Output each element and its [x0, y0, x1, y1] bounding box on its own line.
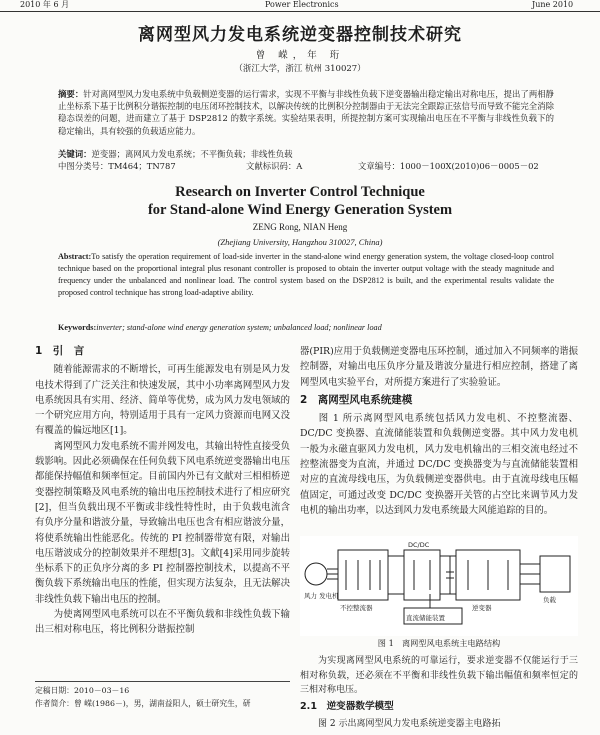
classification-row [58, 160, 554, 172]
right-column-bottom [300, 654, 578, 731]
dcdc-box [404, 550, 440, 600]
cn-affiliation: （浙江大学，浙江 杭州 310027） [234, 64, 366, 74]
en-authors: ZENG Rong, NIAN Heng [252, 222, 348, 232]
figure-1 [300, 536, 578, 636]
document-code: 文献标识码：A [246, 161, 303, 171]
cn-abstract-text: 针对离网型风力发电系统中负载侧逆变器的运行需求，实现不平衡与非线性负载下逆变器输出稳定输出对称电压，提出了两相静止坐标系下基于比例积分谐振控制的电压闭环控制技术，以解决传统的比例积分控制器由于无法完全跟踪正弦信号而导致不能完全消除稳态误差的问题，进而建立了基于 DSP2812 的数字系统。实验结果表明，所提控制方案可实现输出电压在不平衡与非线性负载下的稳定输出，具有较强的负载适应能力。 [58, 89, 555, 136]
cn-abstract [58, 88, 554, 137]
en-keywords-label: Keywords: [58, 323, 97, 332]
footnote-received: 定稿日期：2010－03－16 [35, 686, 130, 695]
section-2-heading: 2 离网型风电系统建模 [300, 393, 413, 406]
cn-keywords-text: 逆变器；离网风力发电系统；不平衡负载；非线性负载 [91, 149, 293, 159]
header-date: 2010 年 6 月 [20, 0, 70, 9]
en-affiliation: (Zhejiang University, Hangzhou 310027, China) [217, 237, 383, 247]
footnote-rule [35, 681, 290, 682]
right-paragraph-6: 图 2 示出离网型风力发电系统逆变器主电路拓 [318, 718, 501, 729]
header-journal: Power Electronics [265, 0, 339, 9]
figure-1-circuit [300, 536, 578, 636]
footnote-author-info: 作者简介：曾 嵘(1986－)，男，湖南益阳人，硕士研究生，研 [35, 699, 251, 708]
cn-abstract-label: 摘要： [58, 89, 84, 99]
left-column [35, 344, 290, 638]
cn-keywords [58, 148, 554, 160]
article-id: 文章编号：1000－100X(2010)06－0005－02 [358, 161, 539, 171]
label-load: 负载 [543, 596, 556, 604]
figure-1-caption: 图 1 离网型风电系统主电路结构 [377, 638, 501, 648]
label-storage: 直流储能装置 [406, 614, 445, 622]
en-title-line2: for Stand-alone Wind Energy Generation System [147, 202, 453, 218]
generator-symbol [305, 563, 327, 585]
running-header [0, 0, 600, 12]
cn-title: 离网型风力发电系统逆变器控制技术研究 [138, 25, 462, 45]
section-1-heading: 1 引 言 [35, 345, 85, 357]
label-dcdc: DC/DC [408, 541, 430, 549]
en-abstract [58, 251, 554, 299]
label-inverter: 逆变器 [472, 604, 492, 612]
left-paragraph-3: 为使离网型风电系统可以在不平衡负载和非线性负载下输出三相对称电压，将比例积分谐振控制 [35, 609, 290, 636]
left-paragraph-1: 随着能源需求的不断增长，可再生能源发电有别是风力发电技术得到了广泛关注和快速发展，其中小功率离网型风力发电系统因具有实用、经济、简单等优势，成为风力发电领域的一个研究应用方向，特别适用于具有一定风力资源而电网又没有覆盖的偏远地区[1]。 [35, 364, 290, 437]
en-keywords [58, 323, 554, 332]
label-generator: 风力 发电机 [304, 592, 339, 600]
header-date-en: June 2010 [532, 0, 574, 9]
en-abstract-text: To satisfy the operation requirement of load-side inverter in the stand-alone wind energy generation system, the voltage closed-loop control technique based on the proportional integral plus resonant controller is proposed to obtain the inverter output voltage with the steady magnitude and frequency under the unbalanced and nonlinear load. The control system based on the DSP2812 is built, and the experimental results validate the proposed control technique has strong load-adaptive ability. [58, 252, 554, 297]
en-abstract-label: Abstract: [58, 252, 92, 261]
clc-number: 中图分类号：TM464；TN787 [58, 161, 176, 171]
right-paragraph-5: 为实现离网型风电系统的可靠运行，要求逆变器不仅能运行于三相对称负载，还必须在不平衡和非线性负载下输出幅值和频率恒定的三相对称电压。 [300, 656, 578, 696]
cn-authors: 曾 嵘，年 珩 [255, 50, 345, 61]
left-paragraph-2: 离网型风力发电系统不需并网发电，其输出特性直接受负载影响。因此必须确保在任何负载下风电系统逆变器输出电压都能保持幅值和频率恒定。目前国内外已有文献对三相相桥逆变器控制策略及风电系统的输出电压控制技术进行了相应研究[2]，但当负载出现不平衡或非线性特性时，由于负载电流含有负序分量和谐波分量，导致输出电压也含有相应谐波分量，将使系统输出性能恶化。传统的 PI 控制器带宽有限，对输出电压谐波成分的控制效果并不理想[3]。文献[4]采用同步旋转坐标系下的正负序分离的多 PI 控制器控制技术，以提高不平衡负载下系统输出电压的性能，但实现方法复杂，且无法解决非线性负载下输出电压的控制。 [35, 440, 290, 605]
load-box [540, 556, 570, 592]
label-rectifier: 不控整流器 [340, 604, 373, 612]
cn-keywords-label: 关键词： [58, 149, 92, 159]
right-column-top [300, 344, 578, 518]
en-keywords-text: inverter; stand-alone wind energy generation system; unbalanced load; nonlinear load [96, 323, 382, 332]
en-title [0, 183, 600, 219]
right-paragraph-4: 图 1 所示离网型风电系统包括风力发电机、不控整流器、DC/DC 变换器、直流储能装置和负载侧逆变器。其中风力发电机一般为永磁直驱风力发电机，风力发电机输出的三相交流电经过不控整流器变为直流，并通过 DC/DC 变换器变为与直流储能装置相对应的直流母线电压，为负载侧逆变器供电。由于直流母线电压幅值固定，可通过改变 DC/DC 变换器开关管的占空比来调节风力发电机的输出功率，以达到风力发电系统最大风能追踪的目的。 [300, 413, 578, 516]
right-paragraph-cont: 器(PIR)应用于负载侧逆变器电压环控制，通过加入不同频率的谐振控制器，对输出电压负序分量及谐波分量进行相应控制，搭建了离网型风电实验平台，对所提方案进行了实验验证。 [300, 346, 578, 388]
section-2-1-heading: 2.1 逆变器数学模型 [300, 700, 394, 712]
en-title-line1: Research on Inverter Control Technique [175, 184, 425, 200]
